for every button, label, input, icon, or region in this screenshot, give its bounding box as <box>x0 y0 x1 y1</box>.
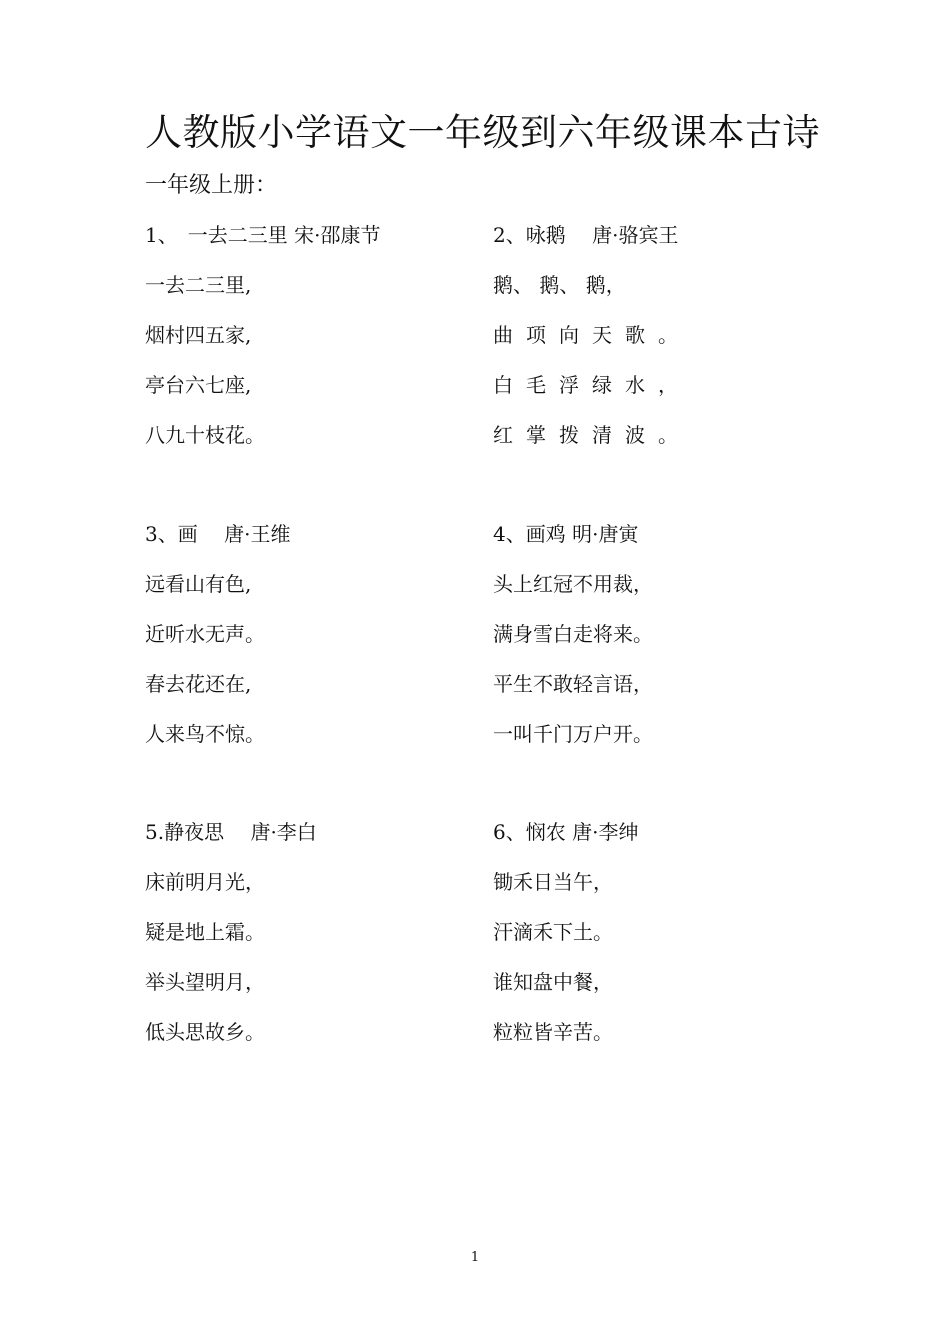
page-title: 人教版小学语文一年级到六年级课本古诗 <box>145 111 820 154</box>
poem-line: 白毛浮绿水， <box>493 373 691 397</box>
poem-line: 人来鸟不惊。 <box>145 722 265 746</box>
poem-line: 平生不敢轻言语， <box>493 672 653 696</box>
poem-heading: 4、画鸡 明·唐寅 <box>493 522 639 546</box>
poem-4 <box>493 519 653 769</box>
poem-2 <box>493 220 691 470</box>
poem-line: 一叫千门万户开。 <box>493 722 653 746</box>
poem-line: 床前明月光， <box>145 870 265 894</box>
poem-heading: 6、悯农 唐·李绅 <box>493 820 639 844</box>
poem-6 <box>493 817 638 1067</box>
poem-line: 远看山有色, <box>145 572 252 596</box>
poem-line: 锄禾日当午， <box>493 870 613 894</box>
poem-line: 八九十枝花。 <box>145 423 265 447</box>
poem-line: 满身雪白走将来。 <box>493 622 653 646</box>
poem-heading: 1、 一去二三里 宋·邵康节 <box>145 223 381 247</box>
poem-1 <box>145 220 380 470</box>
poem-line: 亭台六七座, <box>145 373 252 397</box>
poem-line: 鹅、 鹅、 鹅， <box>493 273 626 297</box>
poem-5 <box>145 817 317 1067</box>
poem-heading: 5.静夜思 唐·李白 <box>145 820 317 844</box>
poem-3 <box>145 519 290 769</box>
poem-line: 春去花还在, <box>145 672 252 696</box>
page-number: 1 <box>470 1250 480 1265</box>
poem-line: 曲项向天歌。 <box>493 323 691 347</box>
poem-heading: 2、咏鹅 唐·骆宾王 <box>493 223 679 247</box>
section-heading: 一年级上册： <box>145 173 278 198</box>
poem-line: 红掌拨清波。 <box>493 423 691 447</box>
poem-line: 汗滴禾下土。 <box>493 920 613 944</box>
poem-line: 举头望明月， <box>145 970 265 994</box>
poem-line: 近听水无声。 <box>145 622 265 646</box>
poem-line: 粒粒皆辛苦。 <box>493 1020 613 1044</box>
poem-line: 一去二三里, <box>145 273 252 297</box>
poem-line: 烟村四五家, <box>145 323 252 347</box>
poem-line: 疑是地上霜。 <box>145 920 265 944</box>
poem-line: 头上红冠不用裁， <box>493 572 653 596</box>
poem-line: 谁知盘中餐， <box>493 970 613 994</box>
poem-line: 低头思故乡。 <box>145 1020 265 1044</box>
poem-heading: 3、画 唐·王维 <box>145 522 291 546</box>
